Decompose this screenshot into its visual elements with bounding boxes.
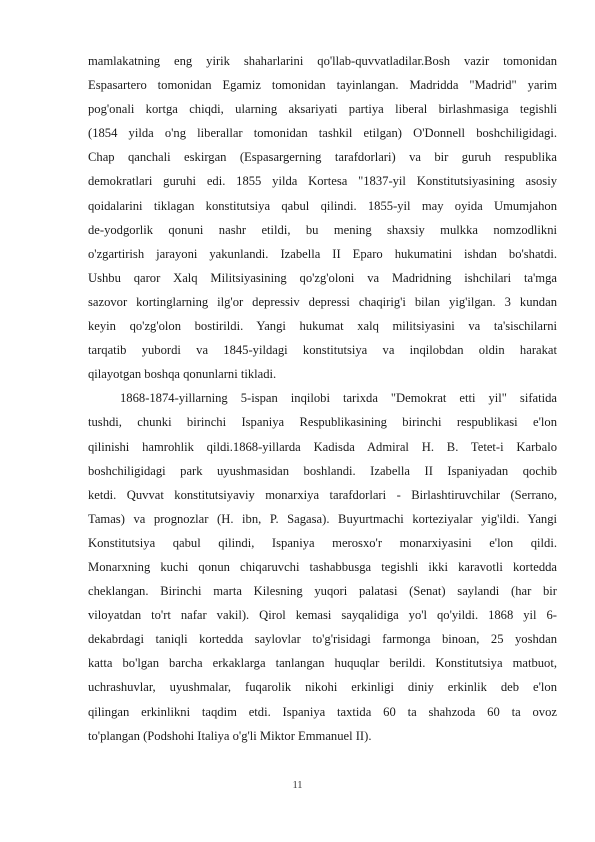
text-line: Tamas) va prognozlar (H. ibn, P. Sagasa). Buyurtmachi korteziyalar yig'ildi. Yangi bbox=[88, 511, 557, 526]
text-line: Konstitutsiya qabul qilindi, Ispaniya merosxo'r monarxiyasini e'lon qildi. bbox=[88, 535, 557, 550]
text-line: pog'onali kortga chiqdi, ularning aksariyati partiya liberal birlashmasiga tegishli bbox=[88, 102, 557, 117]
text-line: Espasartero tomonidan Egamiz tomonidan tayinlangan. Madridda "Madrid" yarim bbox=[88, 78, 557, 93]
text-line: (1854 yilda o'ng liberallar tomonidan tashkil etilgan) O'Donnell boshchiligidagi. bbox=[88, 126, 557, 141]
text-line: boshchiligidagi park uyushmasidan boshlandi. Izabella II Ispaniyadan qochib bbox=[88, 463, 557, 478]
paragraph-2 bbox=[88, 386, 557, 747]
text-line: qoidalarini tiklagan konstitutsiya qabul qilindi. 1855-yil may oyida Umumjahon bbox=[88, 198, 557, 213]
text-line: Chap qanchali eskirgan (Espasargerning tarafdorlari) va bir guruh respublika bbox=[88, 150, 557, 165]
text-line: ketdi. Quvvat konstitutsiyaviy monarxiya tarafdorlari - Birlashtiruvchilar (Serrano, bbox=[88, 487, 557, 502]
text-line: uchrashuvlar, uyushmalar, fuqarolik nikohi erkinligi diniy erkinlik deb e'lon bbox=[88, 680, 557, 695]
text-line: viloyatdan to'rt nafar vakil). Qirol kemasi sayqalidiga yo'l qo'yildi. 1868 yil 6- bbox=[88, 608, 557, 623]
text-line: to'plangan (Podshohi Italiya o'g'li Miktor Emmanuel II). bbox=[88, 728, 372, 743]
text-line: 1868-1874-yillarning 5-ispan inqilobi tarixda "Demokrat etti yil" sifatida bbox=[120, 391, 557, 406]
text-line: mamlakatning eng yirik shaharlarini qo'llab-quvvatladilar.Bosh vazir tomonidan bbox=[88, 54, 557, 68]
text-line: katta bo'lgan barcha erkaklarga tanlangan huquqlar berildi. Konstitutsiya matbuot, bbox=[88, 656, 557, 671]
text-line: tarqatib yubordi va 1845-yildagi konstitutsiya va inqilobdan oldin harakat bbox=[88, 343, 557, 358]
text-line: Monarxning kuchi qonun chiqaruvchi tashabbusga tegishli ikki karavotli kortedda bbox=[88, 559, 557, 574]
text-line: sazovor kortinglarning ilg'or depressiv depressi chaqirig'i bilan yig'ilgan. 3 kundan bbox=[88, 294, 557, 309]
text-line: qilingan erkinlikni taqdim etdi. Ispaniya taxtida 60 ta shahzoda 60 ta ovoz bbox=[88, 704, 557, 719]
text-line: Ushbu qaror Xalq Militsiyasining qo'zg'oloni va Madridning ishchilari ta'mga bbox=[88, 270, 557, 285]
text-line: qilayotgan boshqa qonunlarni tikladi. bbox=[88, 367, 277, 382]
text-line: qilinishi hamrohlik qildi.1868-yillarda Kadisda Admiral H. B. Tetet-i Karbalo bbox=[88, 439, 557, 454]
paragraph-1 bbox=[88, 49, 557, 386]
text-line: de-yodgorlik qonuni nashr etildi, bu mening shaxsiy mulkka nomzodlikni bbox=[88, 222, 557, 237]
text-line: keyin qo'zg'olon bostirildi. Yangi hukumat xalq militsiyasini va ta'sischilarni bbox=[88, 319, 557, 334]
page-number: 11 bbox=[292, 780, 303, 791]
text-line: demokratlari guruhi edi. 1855 yilda Kortesa "1837-yil Konstitutsiyasining asosiy bbox=[88, 174, 557, 189]
document-page bbox=[88, 49, 557, 748]
text-line: tushdi, chunki birinchi Ispaniya Respublikasining birinchi respublikasi e'lon bbox=[88, 415, 557, 430]
text-line: cheklangan. Birinchi marta Kilesning yuqori palatasi (Senat) saylandi (har bir bbox=[88, 584, 557, 599]
text-line: o'zgartirish jarayoni yakunlandi. Izabella II Eparo hukumatini ishdan bo'shatdi. bbox=[88, 246, 557, 261]
text-line: dekabrdagi taniqli kortedda saylovlar to'g'risidagi farmonga binoan, 25 yoshdan bbox=[88, 632, 557, 647]
